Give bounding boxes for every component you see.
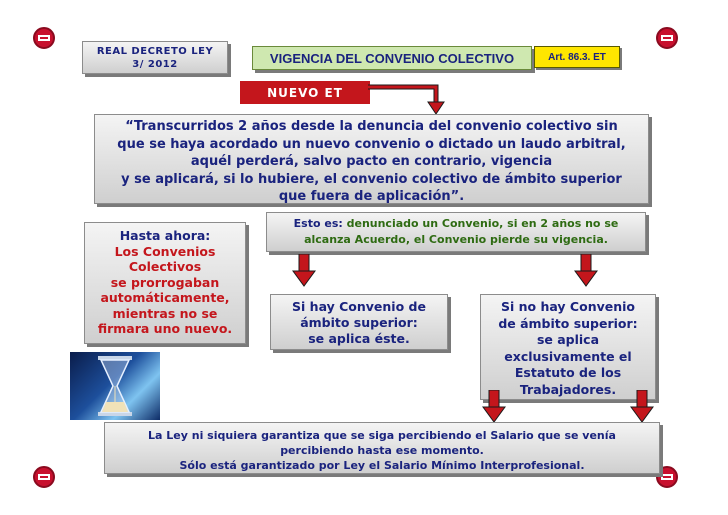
- conclusion-line: percibiendo hasta ese momento.: [280, 444, 484, 457]
- law-quote: [94, 114, 649, 204]
- hasta-ahora-box: [84, 222, 246, 344]
- quote-line: aquél perderá, salvo pacto en contrario, vigencia: [190, 154, 553, 169]
- quote-line: y se aplicará, si lo hubiere, el convenio colectivo de ámbito superior: [121, 171, 622, 187]
- si-no-hay-line: Trabajadores.: [519, 381, 617, 397]
- esto-es-prefix: Esto es:: [293, 217, 347, 230]
- si-hay-convenio-box: [270, 294, 448, 350]
- down-arrow-icon: [482, 390, 506, 424]
- quote-line: que se haya acordado un nuevo convenio o dictado un laudo arbitral,: [117, 136, 626, 152]
- decreto-label: [82, 41, 228, 74]
- hasta-ahora-line: Colectivos: [128, 259, 202, 274]
- quote-line: “Transcurridos 2 años desde la denuncia del convenio colectivo sin: [125, 119, 618, 134]
- article-badge: Art. 86.3. ET: [534, 46, 620, 68]
- hasta-ahora-line: firmara uno nuevo.: [97, 321, 233, 336]
- si-hay-line: ámbito superior:: [300, 315, 418, 330]
- esto-es-highlight: denunciado un Convenio, si en 2 años no se: [346, 217, 619, 230]
- down-arrow-icon: [574, 254, 598, 288]
- hasta-ahora-line: Los Convenios: [114, 243, 216, 259]
- down-arrow-icon: [630, 390, 654, 424]
- conclusion-line: La Ley ni siquiera garantiza que se siga percibiendo el Salario que se venía: [148, 429, 616, 442]
- hasta-ahora-line: automáticamente,: [100, 290, 230, 305]
- decreto-line2: 3/ 2012: [132, 59, 178, 70]
- salario-conclusion: [104, 422, 660, 474]
- si-no-hay-line: Si no hay Convenio: [501, 299, 635, 314]
- esto-es-summary: [266, 212, 646, 252]
- si-hay-line: Si hay Convenio de: [292, 299, 426, 314]
- hasta-ahora-line: se prorrogaban: [110, 274, 220, 290]
- hasta-ahora-heading: Hasta ahora:: [119, 228, 211, 243]
- si-no-hay-line: de ámbito superior:: [498, 315, 638, 331]
- si-no-hay-line: Estatuto de los: [514, 365, 622, 380]
- down-arrow-icon: [292, 254, 316, 288]
- conclusion-line: Sólo está garantizado por Ley el Salario Mínimo Interprofesional.: [179, 459, 585, 472]
- si-no-hay-convenio-box: [480, 294, 656, 400]
- hasta-ahora-line: mientras no se: [112, 305, 218, 321]
- si-no-hay-line: se aplica: [536, 332, 600, 347]
- decreto-line1: REAL DECRETO LEY: [96, 46, 214, 57]
- elbow-arrow-icon: [368, 83, 448, 117]
- esto-es-line2: alcanza Acuerdo, el Convenio pierde su vigencia.: [304, 233, 608, 246]
- ugt-logo-icon: [33, 466, 55, 488]
- vigencia-title: VIGENCIA DEL CONVENIO COLECTIVO: [252, 46, 532, 70]
- quote-line: que fuera de aplicación”.: [278, 189, 465, 204]
- ugt-logo-icon: [656, 27, 678, 49]
- si-hay-line: se aplica éste.: [308, 331, 410, 346]
- nuevo-et-badge: NUEVO ET: [240, 81, 370, 104]
- hourglass-image: [70, 352, 160, 420]
- si-no-hay-line: exclusivamente el: [504, 348, 632, 364]
- ugt-logo-icon: [33, 27, 55, 49]
